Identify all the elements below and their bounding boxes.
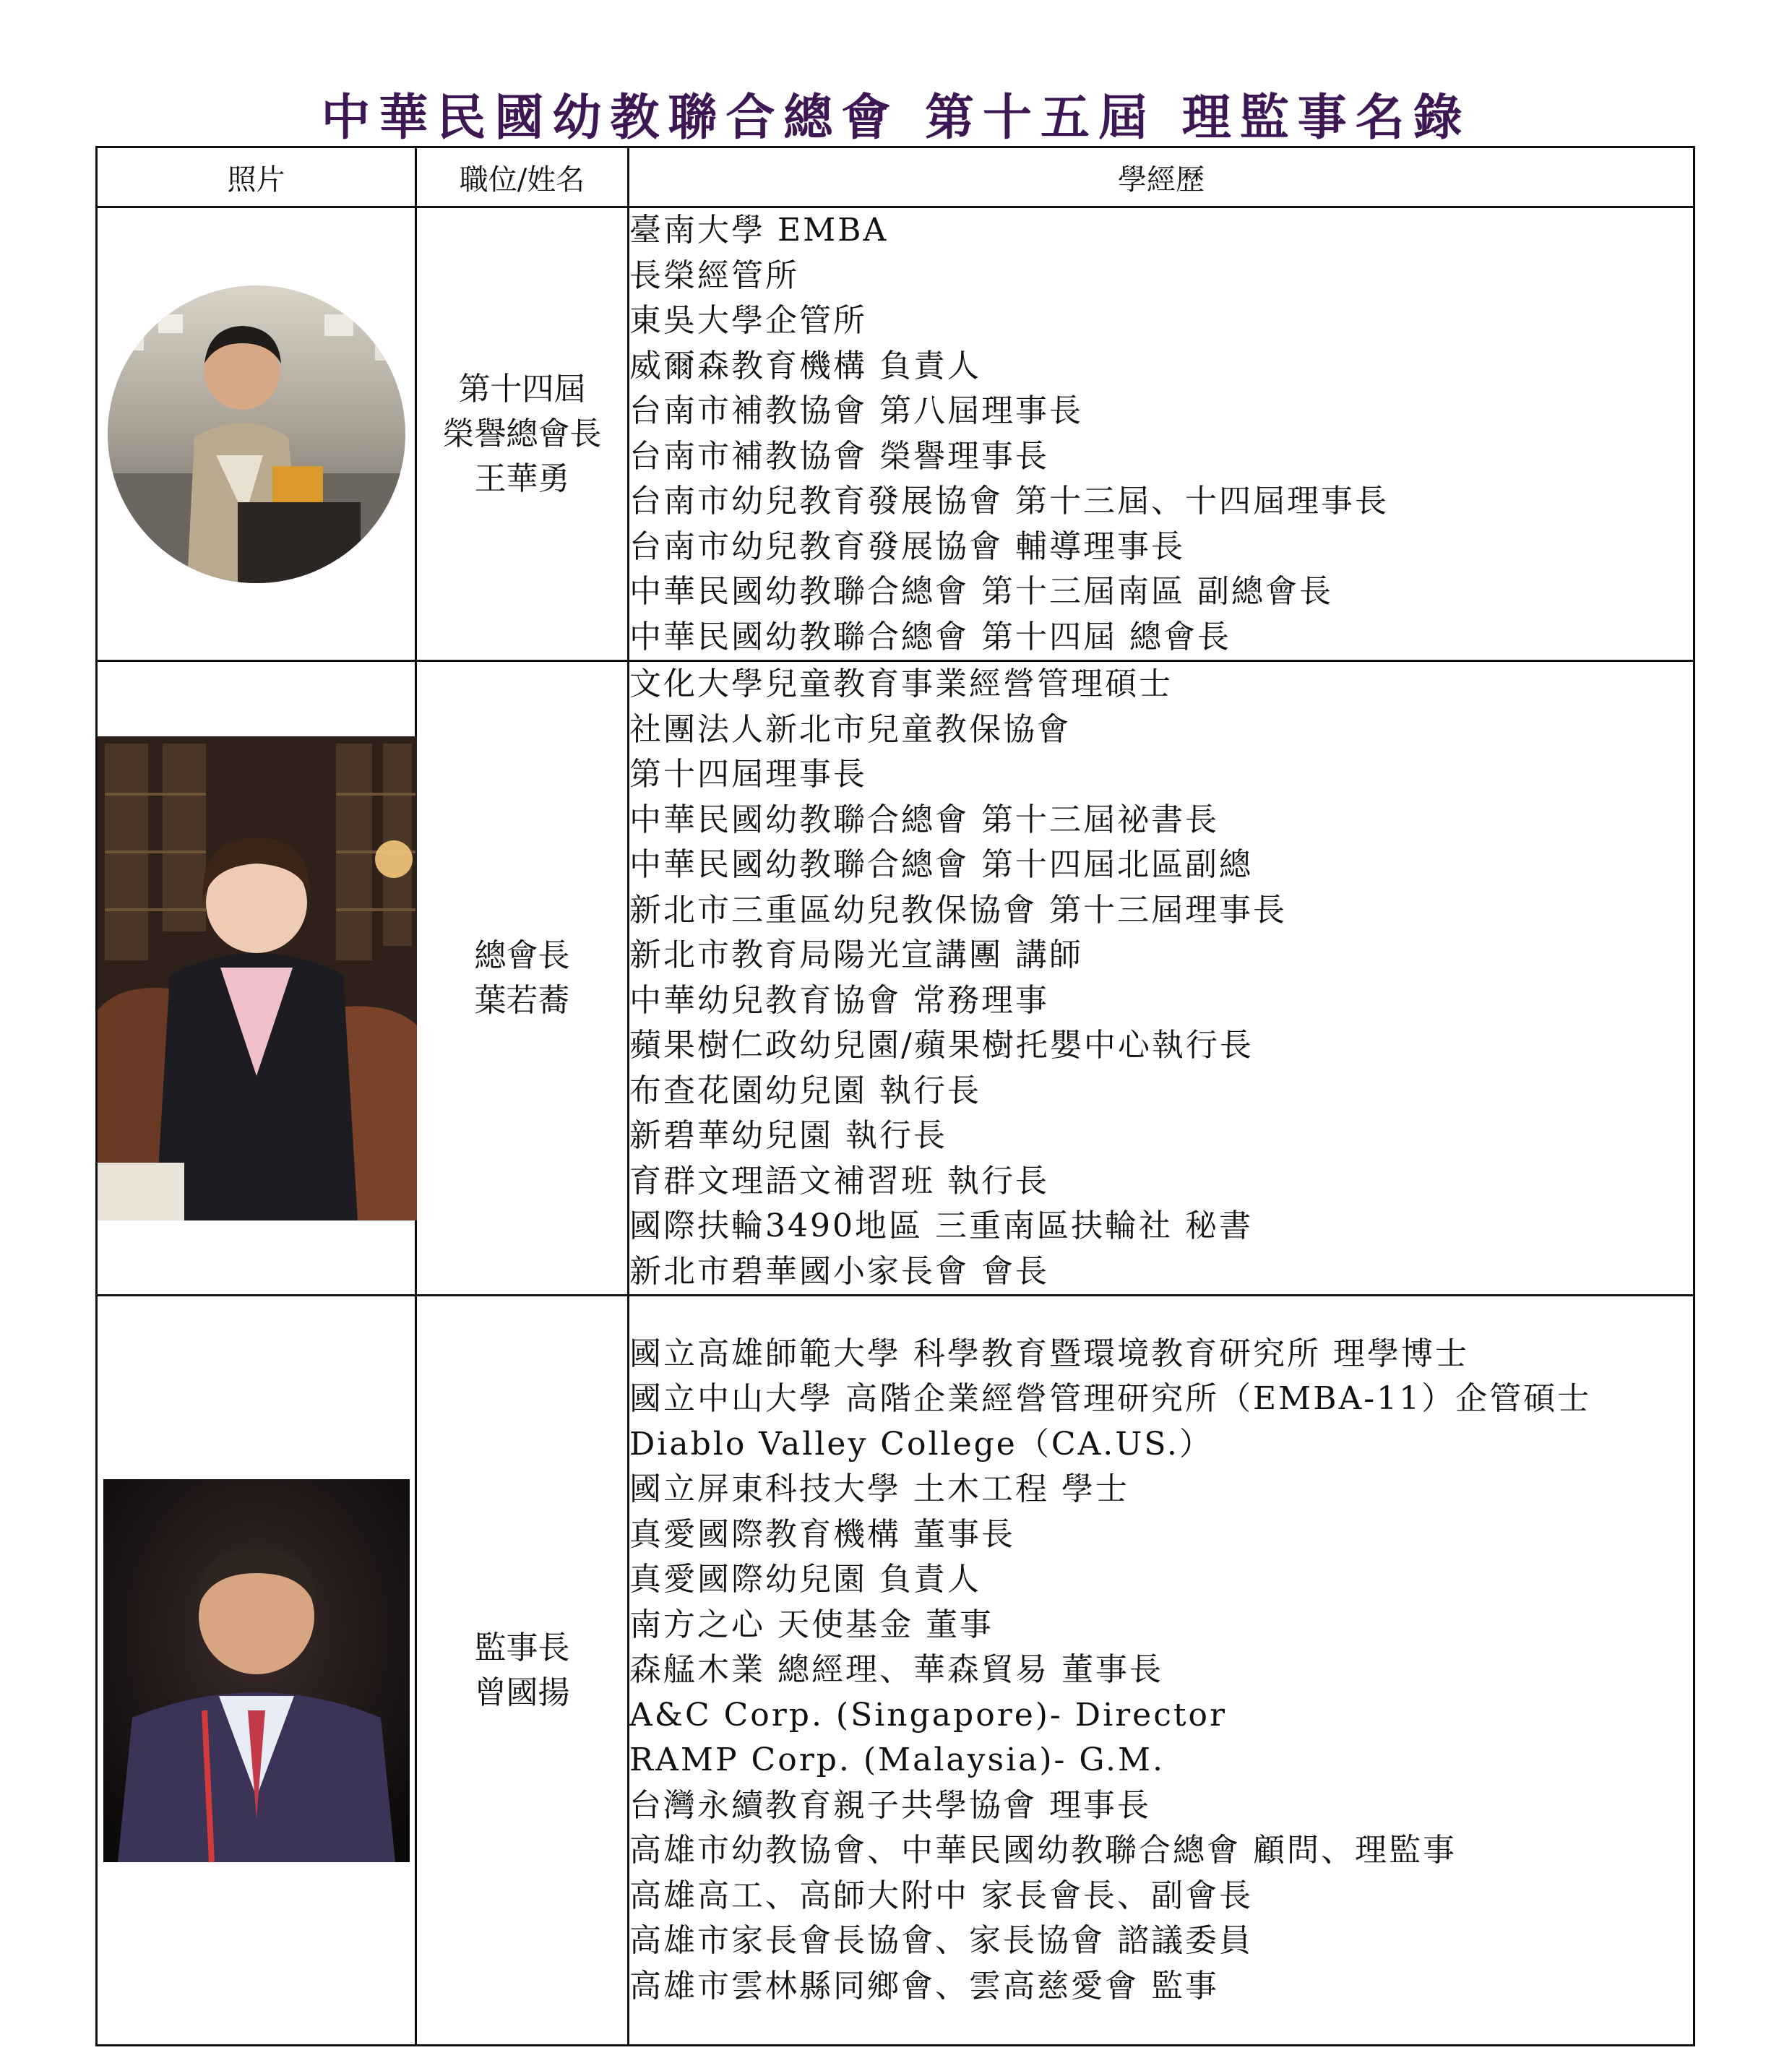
header-bio: 學經歷 xyxy=(629,147,1694,207)
name-cell xyxy=(416,207,629,661)
list-item: 育群文理語文補習班 執行長 xyxy=(629,1162,1049,1200)
photo-cell xyxy=(97,1296,416,2046)
portrait-photo-icon xyxy=(98,736,417,1220)
list-item: 威爾森教育機構 負責人 xyxy=(629,347,981,384)
list-item: 國立中山大學 高階企業經營管理研究所（EMBA-11）企管碩士 xyxy=(629,1380,1592,1418)
position-line: 第十四屆 xyxy=(458,370,586,408)
list-item: 第十四屆理事長 xyxy=(629,756,867,793)
list-item: 新北市碧華國小家長會 會長 xyxy=(629,1252,1049,1290)
list-item: 台南市幼兒教育發展協會 第十三屆、十四屆理事長 xyxy=(629,483,1389,520)
table-row xyxy=(97,207,1694,661)
list-item: 國立高雄師範大學 科學教育暨環境教育研究所 理學博士 xyxy=(629,1335,1469,1372)
list-item: 森艋木業 總經理、華森貿易 董事長 xyxy=(629,1651,1163,1689)
list-item: 真愛國際教育機構 董事長 xyxy=(629,1515,1015,1553)
list-item: 新碧華幼兒園 執行長 xyxy=(629,1117,947,1154)
list-item: 文化大學兒童教育事業經營管理碩士 xyxy=(629,666,1173,702)
photo-cell xyxy=(97,661,416,1296)
list-item: 東吳大學企管所 xyxy=(629,302,867,339)
person-name: 曾國揚 xyxy=(474,1674,570,1711)
list-item: 國際扶輪3490地區 三重南區扶輪社 秘書 xyxy=(629,1207,1253,1244)
list-item: 蘋果樹仁政幼兒園/蘋果樹托嬰中心執行長 xyxy=(629,1027,1254,1064)
list-item: 台南市補教協會 第八屆理事長 xyxy=(629,392,1083,429)
list-item: 社團法人新北市兒童教保協會 xyxy=(629,710,1071,748)
list-item: 新北市三重區幼兒教保協會 第十三屆理事長 xyxy=(629,891,1287,929)
list-item: 真愛國際幼兒園 負責人 xyxy=(629,1561,981,1598)
list-item: 長榮經管所 xyxy=(629,257,799,294)
list-item: 新北市教育局陽光宣講團 講師 xyxy=(629,937,1083,973)
person-name: 王華勇 xyxy=(474,460,570,497)
photo-cell xyxy=(97,207,416,661)
table-row xyxy=(97,1296,1694,2046)
table-row xyxy=(97,661,1694,1296)
list-item: 台南市幼兒教育發展協會 輔導理事長 xyxy=(629,528,1185,565)
list-item: 台南市補教協會 榮譽理事長 xyxy=(629,437,1049,475)
list-item: 中華民國幼教聯合總會 第十三屆祕書長 xyxy=(629,801,1219,838)
list-item: 南方之心 天使基金 董事 xyxy=(629,1606,994,1643)
list-item: 中華幼兒教育協會 常務理事 xyxy=(629,981,1049,1019)
header-photo: 照片 xyxy=(97,147,416,207)
bio-cell xyxy=(629,1296,1694,2046)
header-name: 職位/姓名 xyxy=(416,147,629,207)
list-item: 高雄市幼教協會、中華民國幼教聯合總會 顧問、理監事 xyxy=(629,1832,1457,1869)
list-item: RAMP Corp. (Malaysia)- G.M. xyxy=(629,1741,1165,1779)
position-line: 總會長 xyxy=(474,937,570,974)
bio-cell xyxy=(629,661,1694,1296)
bio-list xyxy=(629,208,1693,660)
list-item: 高雄市家長會長協會、家長協會 諮議委員 xyxy=(629,1922,1253,1960)
list-item: 中華民國幼教聯合總會 第十四屆北區副總 xyxy=(629,846,1253,883)
position-line: 監事長 xyxy=(474,1629,570,1666)
list-item: 國立屏東科技大學 土木工程 學士 xyxy=(629,1471,1129,1508)
list-item: A&C Corp. (Singapore)- Director xyxy=(629,1696,1228,1734)
list-item: 中華民國幼教聯合總會 第十四屆 總會長 xyxy=(629,618,1231,655)
document-title: 中華民國幼教聯合總會 第十五屆 理監事名錄 xyxy=(321,89,1471,147)
position-line: 榮譽總會長 xyxy=(442,415,602,452)
list-item: 高雄市雲林縣同鄉會、雲高慈愛會 監事 xyxy=(629,1967,1219,2005)
list-item: 臺南大學 EMBA xyxy=(629,212,889,249)
name-cell xyxy=(416,1296,629,2046)
bio-list xyxy=(629,662,1693,1294)
name-cell xyxy=(416,661,629,1296)
bio-cell xyxy=(629,207,1694,661)
list-item: Diablo Valley College（CA.US.） xyxy=(629,1425,1213,1463)
list-item: 台灣永續教育親子共學協會 理事長 xyxy=(629,1786,1151,1824)
person-name: 葉若蕎 xyxy=(474,981,570,1019)
directory-table xyxy=(95,146,1695,2046)
bio-list xyxy=(629,1332,1693,2010)
list-item: 布查花園幼兒園 執行長 xyxy=(629,1072,981,1109)
portrait-photo-icon xyxy=(103,1479,410,1862)
portrait-photo-icon xyxy=(108,285,405,583)
table-header-row xyxy=(97,147,1694,207)
list-item: 高雄高工、高師大附中 家長會長、副會長 xyxy=(629,1877,1253,1914)
list-item: 中華民國幼教聯合總會 第十三屆南區 副總會長 xyxy=(629,573,1333,610)
